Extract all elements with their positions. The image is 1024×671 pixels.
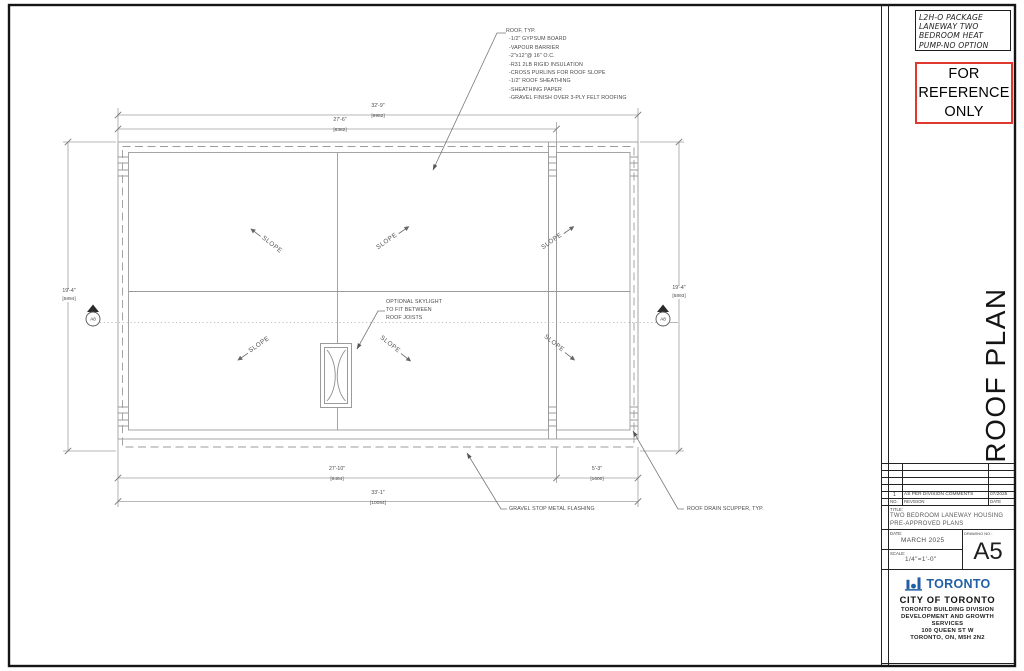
roof-note-title: ROOF, TYP. [506, 28, 536, 34]
sheet-title: ROOF PLAN [980, 287, 1011, 463]
toronto-cityhall-icon [904, 576, 923, 591]
revision-header-date: DATE [990, 499, 1002, 505]
authority-address-line2: TORONTO, ON, M5H 2N2 [910, 635, 985, 642]
authority-name: CITY OF TORONTO [899, 595, 996, 605]
package-stamp-box: L2H-O PACKAGE LANEWAY TWO BEDROOM HEAT PUMP-NO OPTION [915, 10, 1011, 51]
revision-no: 1 [893, 491, 896, 498]
title-label: TITLE: [890, 506, 903, 512]
slope-label-upper-right: SLOPE [375, 223, 411, 251]
authority-dept-line1: TORONTO BUILDING DIVISION [900, 607, 995, 613]
slope-label-lower-left: SLOPE [235, 335, 271, 363]
dimension-bottom-overall: 33'-1" [10084] [369, 489, 387, 506]
dimension-right: 19'-4" [5893] [672, 285, 686, 299]
toronto-logo [881, 576, 1014, 591]
roof-assembly-note: ROOF, TYP. -1/2" GYPSUM BOARD -VAPOUR BARRIER -2"x12"@ 16" O.C. -R31 2LB RIGID INSULATION -CROSS PURLINS FOR ROOF SLOPE -1/2" ROOF SHEATHING -SHEATHING PAPER -GRAVEL FINISH OVER 3-PLY FELT ROOFING [506, 28, 627, 102]
scupper-note: ROOF DRAIN SCUPPER, TYP. [687, 506, 764, 512]
revision-description: AS PER DIVISION COMMENTS [904, 492, 974, 497]
scale-label: SCALE: [890, 550, 906, 556]
skylight-note: OPTIONAL SKYLIGHT TO FIT BETWEEN ROOF JOISTS [386, 299, 442, 321]
authority-block [881, 569, 1014, 642]
drawing-title-line1: TWO BEDROOM LANEWAY HOUSING [890, 512, 1004, 519]
dimension-bottom-main: 27'-10" [8484] [328, 466, 346, 482]
authority-address-line1: 100 QUEEN ST W [921, 628, 974, 635]
dimension-bottom-annex: 5'-3" [1600] [590, 466, 604, 482]
dimension-ticks [65, 112, 682, 505]
dimension-left: 19'-4" [5894] [62, 288, 76, 302]
drawing-no-value: A5 [973, 538, 1003, 565]
authority-dept-line3: SERVICES [931, 621, 964, 628]
revision-date: 07/2025 [990, 492, 1008, 497]
skylight-symbol [321, 344, 352, 408]
leader-lines [357, 33, 684, 509]
slope-label-annex-bottom: SLOPE [543, 333, 578, 362]
date-value: MARCH 2025 [901, 537, 945, 544]
roof-outline [118, 142, 638, 447]
for-reference-only-stamp: FOR REFERENCE ONLY [915, 62, 1013, 124]
dimension-top-overall: 32'-9" [9982] [371, 103, 385, 119]
scale-value: 1/4"=1'-0" [905, 556, 937, 563]
section-marker-label-right: A8 [660, 316, 666, 322]
toronto-wordmark: TORONTO [926, 576, 991, 591]
gravel-stop-note: GRAVEL STOP METAL FLASHING [509, 506, 595, 512]
slope-label-upper-left: SLOPE [249, 225, 284, 254]
drawing-title-line2: PRE-APPROVED PLANS [890, 520, 964, 527]
drawing-no-label: DRAWING NO.: [964, 530, 993, 536]
page-border [9, 5, 1015, 666]
authority-dept-line2: DEVELOPMENT AND GROWTH [901, 614, 994, 621]
dimension-top-main: 27'-6" [8382] [333, 117, 347, 133]
revision-header-no: NO. [890, 499, 898, 505]
section-marker-label-left: A8 [90, 316, 96, 322]
revision-header-revision: REVISION [904, 499, 925, 505]
slope-label-annex-top: SLOPE [540, 223, 576, 251]
date-label: DATE: [890, 530, 903, 536]
slope-label-lower-mid: SLOPE [379, 334, 414, 363]
